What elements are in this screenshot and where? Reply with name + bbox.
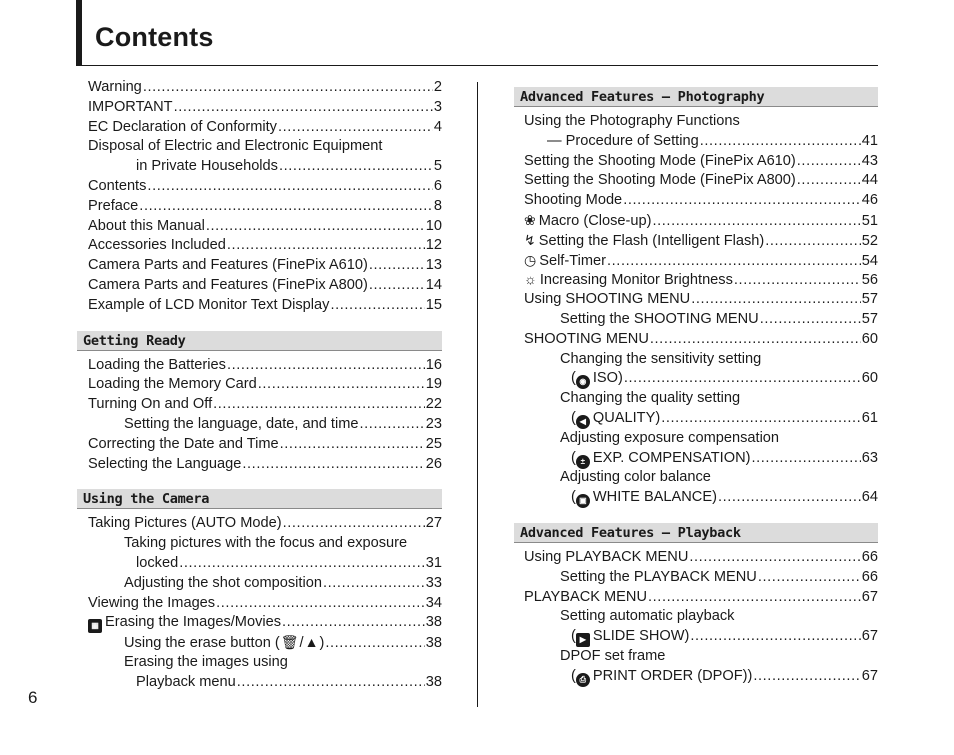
- toc-entry[interactable]: Example of LCD Monitor Text Display ..... 15: [77, 296, 442, 316]
- toc-entry[interactable]: Selecting the Language ..... 26: [77, 455, 442, 475]
- title-bar: [76, 0, 878, 66]
- toc-entry[interactable]: Setting the SHOOTING MENU ..... 57: [514, 310, 878, 330]
- toc-entry[interactable]: — Procedure of Setting ..... 41: [514, 132, 878, 152]
- white-balance-icon: ▣: [576, 494, 590, 508]
- toc-entry[interactable]: Shooting Mode ..... 46: [514, 191, 878, 211]
- toc-entry[interactable]: Setting the Shooting Mode (FinePix A800) ..... 44: [514, 171, 878, 191]
- toc-entry[interactable]: SHOOTING MENU ..... 60: [514, 330, 878, 350]
- toc-left-column: [77, 78, 442, 693]
- section-heading-playback: Advanced Features — Playback: [514, 523, 878, 543]
- toc-entry: Erasing the images using: [124, 653, 288, 670]
- toc-entry[interactable]: Contents ..... 6: [77, 177, 442, 197]
- slide-show-icon: ▶: [576, 633, 590, 647]
- toc-entry[interactable]: Camera Parts and Features (FinePix A800) ..... 14: [77, 276, 442, 296]
- trash-icon: 🗑: [280, 634, 299, 651]
- toc-entry[interactable]: Loading the Batteries ..... 16: [77, 356, 442, 376]
- trash-icon: ▦: [88, 619, 102, 633]
- section-heading-getting-ready: Getting Ready: [77, 331, 442, 351]
- toc-entry[interactable]: Setting the language, date, and time ..... 23: [77, 415, 442, 435]
- brightness-icon: ☼: [524, 271, 537, 288]
- toc-entry[interactable]: in Private Households ..... 5: [77, 157, 442, 177]
- toc-entry[interactable]: locked ..... 31: [77, 554, 442, 574]
- toc-entry[interactable]: ( ▣ WHITE BALANCE) ..... 64: [514, 488, 878, 508]
- flash-icon: ↯: [524, 231, 536, 248]
- toc-entry[interactable]: IMPORTANT ..... 3: [77, 98, 442, 118]
- toc-entry[interactable]: ( ⎙ PRINT ORDER (DPOF)) ..... 67: [514, 667, 878, 687]
- toc-entry[interactable]: ( ▶ SLIDE SHOW) ..... 67: [514, 627, 878, 647]
- toc-entry[interactable]: Preface ..... 8: [77, 197, 442, 217]
- triangle-up-icon: ▲: [304, 634, 319, 651]
- toc-entry: Changing the quality setting: [560, 390, 741, 407]
- toc-entry[interactable]: ↯ Setting the Flash (Intelligent Flash) ..... 52: [514, 231, 878, 251]
- toc-entry[interactable]: Setting the Shooting Mode (FinePix A610) ..... 43: [514, 152, 878, 172]
- toc-entry[interactable]: ( ◀ QUALITY) ..... 61: [514, 409, 878, 429]
- toc-entry[interactable]: PLAYBACK MENU ..... 67: [514, 588, 878, 608]
- toc-entry: Adjusting exposure compensation: [560, 429, 780, 446]
- toc-entry[interactable]: Viewing the Images ..... 34: [77, 594, 442, 614]
- page-number: 6: [28, 688, 38, 707]
- exposure-compensation-icon: ±: [576, 455, 590, 469]
- toc-entry: Adjusting color balance: [560, 469, 711, 486]
- section-heading-photography: Advanced Features — Photography: [514, 87, 878, 107]
- toc-entry: Changing the sensitivity setting: [560, 350, 762, 367]
- title-left-rule: [76, 0, 82, 66]
- toc-entry[interactable]: About this Manual ..... 10: [77, 217, 442, 237]
- toc-entry[interactable]: Adjusting the shot composition ..... 33: [77, 574, 442, 594]
- iso-icon: ◉: [576, 375, 590, 389]
- toc-entry[interactable]: ☼ Increasing Monitor Brightness ..... 56: [514, 270, 878, 290]
- toc-entry[interactable]: Setting the PLAYBACK MENU ..... 66: [514, 568, 878, 588]
- toc-entry: Using the Photography Functions: [524, 113, 740, 129]
- toc-right-column: [514, 78, 878, 687]
- toc-entry[interactable]: Accessories Included ..... 12: [77, 236, 442, 256]
- toc-entry[interactable]: Using SHOOTING MENU ..... 57: [514, 290, 878, 310]
- print-order-icon: ⎙: [576, 673, 590, 687]
- toc-entry[interactable]: Turning On and Off ..... 22: [77, 395, 442, 415]
- toc-entry[interactable]: ( ◉ ISO) ..... 60: [514, 369, 878, 389]
- toc-entry: Setting automatic playback: [560, 608, 735, 625]
- column-divider: [477, 82, 478, 707]
- toc-entry: Disposal of Electric and Electronic Equipment: [88, 138, 383, 155]
- toc-entry[interactable]: EC Declaration of Conformity ..... 4: [77, 118, 442, 138]
- toc-entry[interactable]: Loading the Memory Card ..... 19: [77, 375, 442, 395]
- self-timer-icon: ◷: [524, 251, 537, 268]
- toc-entry[interactable]: Correcting the Date and Time ..... 25: [77, 435, 442, 455]
- quality-icon: ◀: [576, 415, 590, 429]
- toc-entry: Taking pictures with the focus and exposure: [124, 535, 408, 552]
- page-title: Contents: [95, 22, 214, 52]
- toc-entry[interactable]: Warning ..... 2: [77, 78, 442, 98]
- toc-entry[interactable]: Using PLAYBACK MENU ..... 66: [514, 548, 878, 568]
- toc-entry: DPOF set frame: [560, 647, 666, 664]
- toc-entry[interactable]: ( ± EXP. COMPENSATION) ..... 63: [514, 449, 878, 469]
- toc-entry[interactable]: Using the erase button (🗑/▲) ..... 38: [77, 633, 442, 653]
- toc-entry[interactable]: Taking Pictures (AUTO Mode) ..... 27: [77, 514, 442, 534]
- toc-entry[interactable]: Camera Parts and Features (FinePix A610) ..... 13: [77, 256, 442, 276]
- toc-entry[interactable]: ◷ Self-Timer ..... 54: [514, 251, 878, 271]
- macro-flower-icon: ❀: [524, 211, 536, 228]
- toc-entry[interactable]: ▦ Erasing the Images/Movies ..... 38: [77, 613, 442, 633]
- section-heading-using-camera: Using the Camera: [77, 489, 442, 509]
- toc-entry[interactable]: Playback menu ..... 38: [77, 673, 442, 693]
- toc-entry[interactable]: ❀ Macro (Close-up) ..... 51: [514, 211, 878, 231]
